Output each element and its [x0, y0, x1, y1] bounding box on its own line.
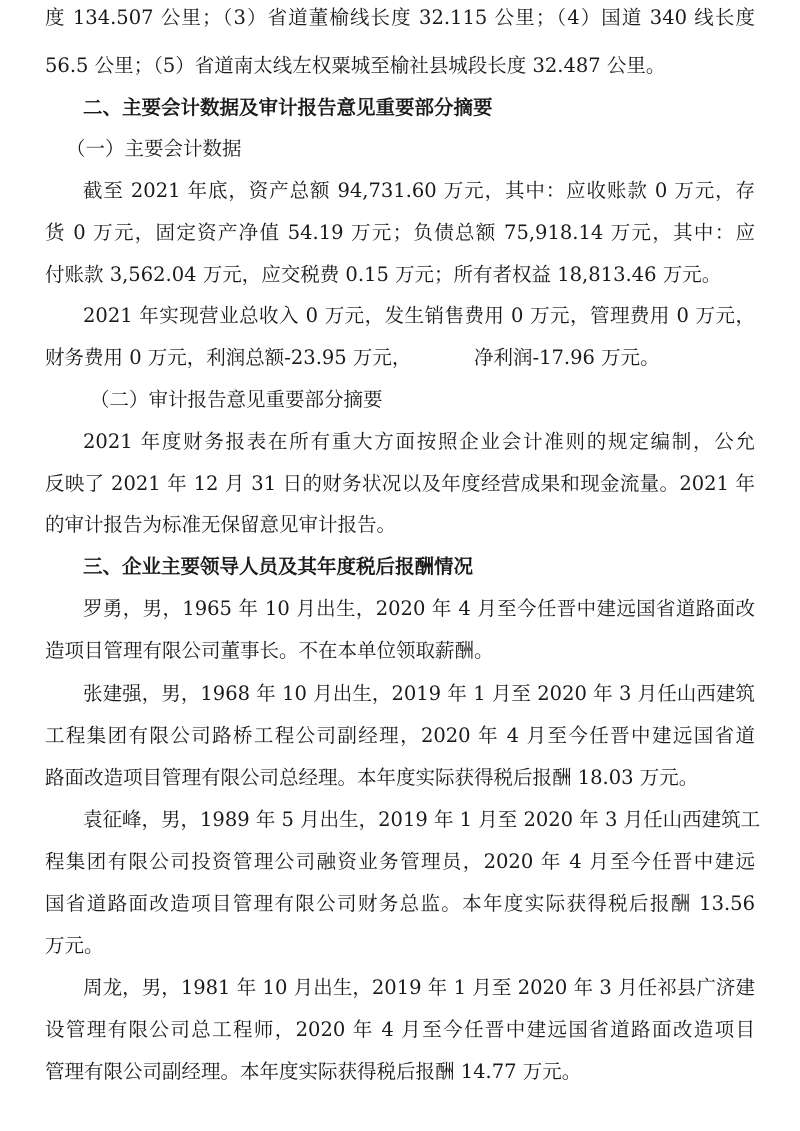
- text-line: 的审计报告为标准无保留意见审计报告。: [45, 513, 397, 536]
- text-line: 2021 年度财务报表在所有重大方面按照企业会计准则的规定编制，公允: [83, 430, 755, 453]
- text-line: 工程集团有限公司路桥工程公司副经理，2020 年 4 月至今任晋中建远国省道: [45, 724, 755, 747]
- text-line: 货 0 万元，固定资产净值 54.19 万元；负债总额 75,918.14 万元，其中：应: [45, 221, 755, 244]
- text-line: 设管理有限公司总工程师，2020 年 4 月至今任晋中建远国省道路面改造项目: [45, 1018, 755, 1041]
- subsection-heading: （二）审计报告意见重要部分摘要: [90, 388, 383, 411]
- text-line: 袁征峰，男，1989 年 5 月出生，2019 年 1 月至 2020 年 3 月任山西建筑工: [83, 808, 761, 831]
- text-line: 张建强，男，1968 年 10 月出生，2019 年 1 月至 2020 年 3 月任山西建筑: [83, 682, 755, 705]
- text-line: 程集团有限公司投资管理公司融资业务管理员，2020 年 4 月至今任晋中建远: [45, 850, 755, 873]
- text-line: 造项目管理有限公司董事长。不在本单位领取薪酬。: [45, 639, 494, 662]
- text-line: 管理有限公司副经理。本年度实际获得税后报酬 14.77 万元。: [45, 1060, 582, 1083]
- section-heading: 二、主要会计数据及审计报告意见重要部分摘要: [83, 96, 493, 119]
- subsection-heading: （一）主要会计数据: [66, 137, 242, 160]
- text-line: 截至 2021 年底，资产总额 94,731.60 万元，其中：应收账款 0 万元，存: [83, 179, 755, 202]
- text-line: 56.5 公里；（5）省道南太线左权粟城至榆社县城段长度 32.487 公里。: [45, 54, 666, 77]
- text-line: 万元。: [45, 934, 104, 957]
- text-line: 反映了 2021 年 12 月 31 日的财务状况以及年度经营成果和现金流量。2021 年: [45, 472, 755, 495]
- text-line: 净利润-17.96 万元。: [474, 346, 660, 369]
- section-heading: 三、企业主要领导人员及其年度税后报酬情况: [83, 555, 474, 578]
- text-line: 付账款 3,562.04 万元，应交税费 0.15 万元；所有者权益 18,813.46 万元。: [45, 263, 722, 286]
- text-line: 2021 年实现营业总收入 0 万元，发生销售费用 0 万元，管理费用 0 万元，: [83, 304, 755, 327]
- text-line: 财务费用 0 万元，利润总额-23.95 万元，: [45, 346, 412, 369]
- text-line: 周龙，男，1981 年 10 月出生，2019 年 1 月至 2020 年 3 月任祁县广济建: [83, 976, 755, 999]
- text-line: 罗勇，男，1965 年 10 月出生，2020 年 4 月至今任晋中建远国省道路面改: [83, 597, 755, 620]
- text-line: 度 134.507 公里；（3）省道董榆线长度 32.115 公里；（4）国道 340 线长度: [45, 6, 755, 29]
- text-line: 国省道路面改造项目管理有限公司财务总监。本年度实际获得税后报酬 13.56: [45, 892, 755, 915]
- text-line: 路面改造项目管理有限公司总经理。本年度实际获得税后报酬 18.03 万元。: [45, 766, 699, 789]
